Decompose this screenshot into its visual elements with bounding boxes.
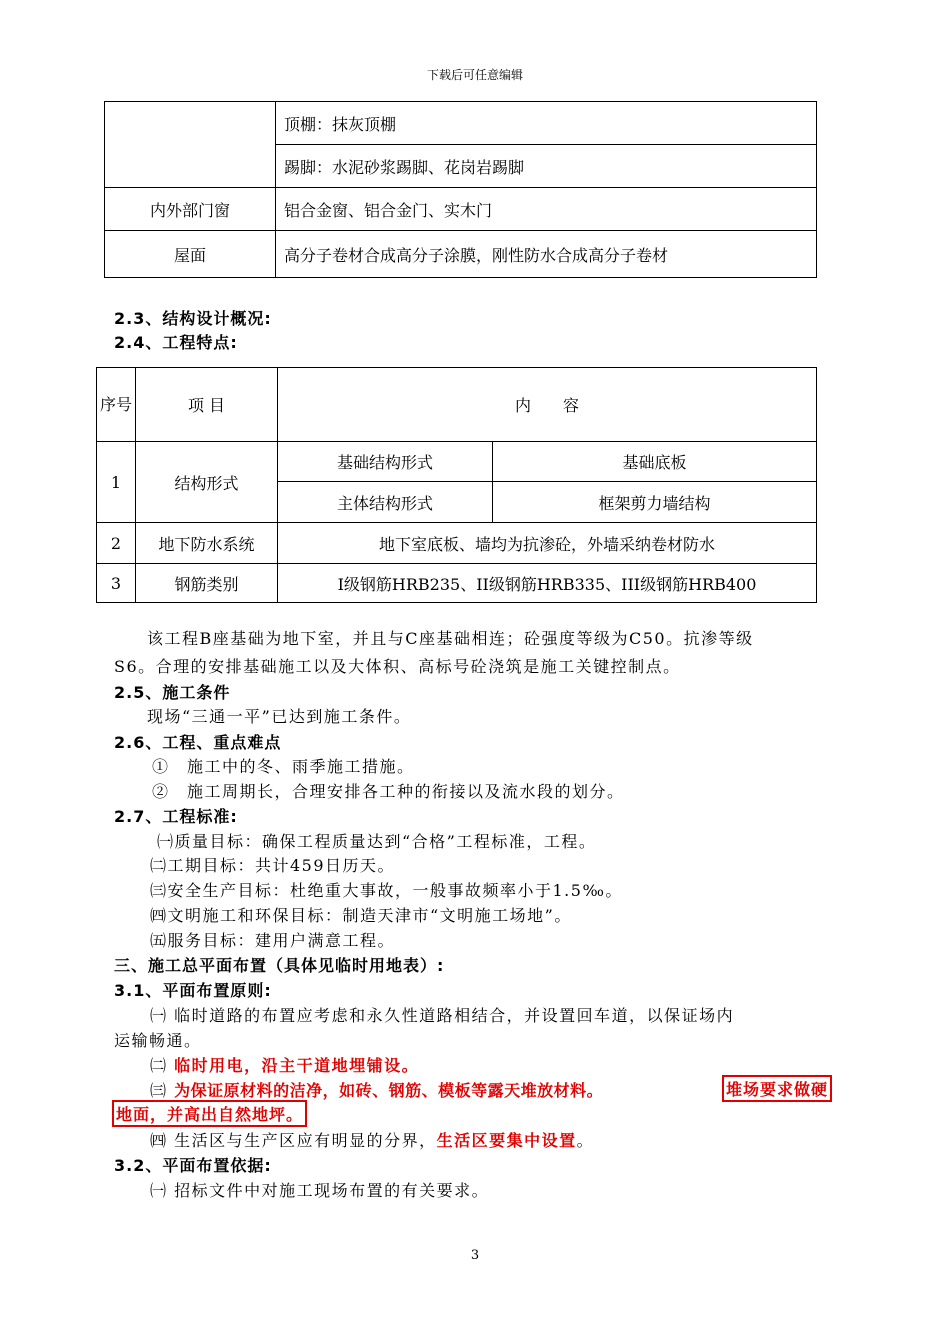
table2-value: 基础底板 bbox=[493, 442, 817, 482]
section-heading: 2.3、结构设计概况: bbox=[114, 309, 272, 328]
table2-seq: 1 bbox=[97, 442, 136, 523]
highlighted-text: 临时用电，沿主干道地埋铺设。 bbox=[174, 1056, 420, 1075]
table2-item: 地下防水系统 bbox=[136, 523, 278, 564]
list-item: ㈠ 招标文件中对施工现场布置的有关要求。 bbox=[150, 1181, 490, 1200]
list-item-prefix: ㈡ bbox=[150, 1056, 175, 1075]
table2-item: 结构形式 bbox=[136, 442, 278, 523]
list-item bbox=[150, 1053, 419, 1076]
list-item-prefix: ㈢ bbox=[150, 1081, 175, 1100]
table2-sub: 基础结构形式 bbox=[278, 442, 493, 482]
list-item bbox=[150, 1078, 603, 1101]
table1-label: 内外部门窗 bbox=[105, 188, 276, 231]
paragraph-line: 该工程B座基础为地下室，并且与C座基础相连；砼强度等级为C50。抗渗等级 bbox=[147, 629, 754, 648]
list-item: ㈣文明施工和环保目标：制造天津市“文明施工场地”。 bbox=[150, 906, 572, 925]
page-header: 下载后可任意编辑 bbox=[426, 68, 523, 82]
highlighted-text: 为保证原材料的洁净，如砖、钢筋、模板等露天堆放材料。 bbox=[174, 1081, 604, 1100]
table2-header-item: 项 目 bbox=[136, 368, 278, 442]
table2-sub: 主体结构形式 bbox=[278, 482, 493, 523]
table1-cell: 顶棚：抹灰顶棚 bbox=[276, 102, 817, 145]
list-item-prefix: ㈣ 生活区与生产区应有明显的分界， bbox=[150, 1131, 437, 1150]
table1-cell: 铝合金窗、铝合金门、实木门 bbox=[276, 188, 817, 231]
list-item bbox=[150, 1128, 594, 1151]
list-item: ① 施工中的冬、雨季施工措施。 bbox=[152, 757, 415, 776]
table2-header-seq: 序号 bbox=[97, 368, 136, 442]
section-heading: 三、施工总平面布置（具体见临时用地表）: bbox=[114, 956, 445, 975]
table2-item: 钢筋类别 bbox=[136, 564, 278, 603]
boxed-highlight: 地面，并高出自然地坪。 bbox=[112, 1100, 307, 1127]
list-item: ㈡工期目标：共计459日历天。 bbox=[150, 856, 396, 875]
table2-value: 框架剪力墙结构 bbox=[493, 482, 817, 523]
table2-content: I级钢筋HRB235、II级钢筋HRB335、III级钢筋HRB400 bbox=[278, 564, 817, 603]
list-item-continuation: 运输畅通。 bbox=[114, 1031, 202, 1050]
project-features-table bbox=[96, 367, 817, 603]
section-heading: 3.2、平面布置依据: bbox=[114, 1156, 272, 1175]
list-item: ㈠质量目标：确保工程质量达到“合格”工程标准，工程。 bbox=[157, 832, 597, 851]
list-item-end: 。 bbox=[576, 1131, 595, 1150]
highlighted-text: 生活区要集中设置 bbox=[436, 1131, 577, 1150]
section-heading: 3.1、平面布置原则: bbox=[114, 981, 272, 1000]
finishes-table bbox=[104, 101, 817, 278]
table2-seq: 2 bbox=[97, 523, 136, 564]
boxed-highlight: 堆场要求做硬 bbox=[722, 1075, 832, 1102]
table2-seq: 3 bbox=[97, 564, 136, 603]
list-item: ㈠ 临时道路的布置应考虑和永久性道路相结合，并设置回车道，以保证场内 bbox=[150, 1006, 735, 1025]
list-item: ㈤服务目标：建用户满意工程。 bbox=[150, 931, 396, 950]
list-item: ② 施工周期长，合理安排各工种的衔接以及流水段的划分。 bbox=[152, 782, 625, 801]
table1-cell: 踢脚：水泥砂浆踢脚、花岗岩踢脚 bbox=[276, 145, 817, 188]
table1-merged-label-cell bbox=[105, 102, 276, 188]
section-heading: 2.7、工程标准: bbox=[114, 807, 238, 826]
list-item: ㈢安全生产目标：杜绝重大事故，一般事故频率小于1.5‰。 bbox=[150, 881, 623, 900]
section-heading: 2.6、工程、重点难点 bbox=[114, 733, 282, 752]
section-heading: 2.5、施工条件 bbox=[114, 683, 231, 702]
table1-label: 屋面 bbox=[105, 231, 276, 278]
page-number: 3 bbox=[470, 1248, 480, 1263]
table2-content: 地下室底板、墙均为抗渗砼，外墙采纳卷材防水 bbox=[278, 523, 817, 564]
paragraph-line: S6。合理的安排基础施工以及大体积、高标号砼浇筑是施工关键控制点。 bbox=[114, 657, 681, 676]
table2-header-content: 内 容 bbox=[278, 368, 817, 442]
paragraph-line: 现场“三通一平”已达到施工条件。 bbox=[147, 707, 412, 726]
table1-cell: 高分子卷材合成高分子涂膜，刚性防水合成高分子卷材 bbox=[276, 231, 817, 278]
section-heading: 2.4、工程特点: bbox=[114, 333, 238, 352]
